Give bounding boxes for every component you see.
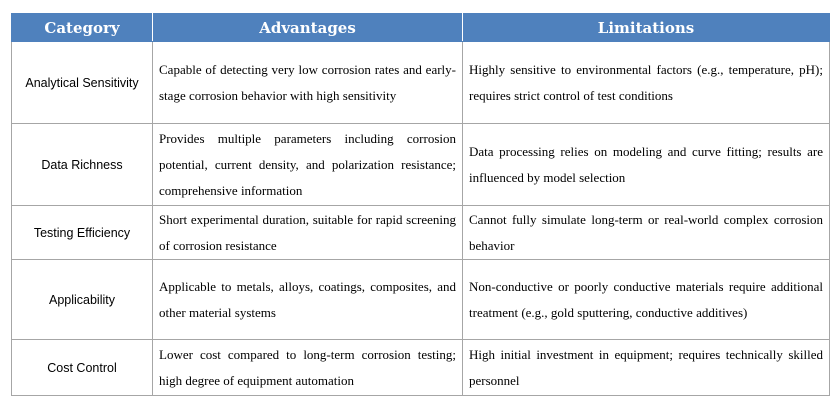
category-cell: Testing Efficiency	[12, 206, 153, 260]
table-row	[12, 124, 830, 206]
header-advantages: Advantages	[153, 14, 463, 42]
advantages-cell: Capable of detecting very low corrosion rates and early-stage corrosion behavior with high sensitivity	[153, 42, 463, 124]
header-category: Category	[12, 14, 153, 42]
limitations-cell: Cannot fully simulate long-term or real-world complex corrosion behavior	[463, 206, 830, 260]
limitations-cell: Data processing relies on modeling and curve fitting; results are influenced by model selection	[463, 124, 830, 206]
limitations-cell: Highly sensitive to environmental factors (e.g., temperature, pH); requires strict control of test conditions	[463, 42, 830, 124]
table-row	[12, 206, 830, 260]
limitations-cell: High initial investment in equipment; requires technically skilled personnel	[463, 340, 830, 396]
table-row	[12, 260, 830, 340]
advantages-cell: Lower cost compared to long-term corrosion testing; high degree of equipment automation	[153, 340, 463, 396]
table-header	[12, 14, 830, 42]
advantages-cell: Provides multiple parameters including corrosion potential, current density, and polarization resistance; comprehensive information	[153, 124, 463, 206]
advantages-cell: Applicable to metals, alloys, coatings, composites, and other material systems	[153, 260, 463, 340]
table-row	[12, 42, 830, 124]
comparison-table	[11, 13, 830, 396]
limitations-cell: Non-conductive or poorly conductive materials require additional treatment (e.g., gold sputtering, conductive additives)	[463, 260, 830, 340]
category-cell: Applicability	[12, 260, 153, 340]
category-cell: Data Richness	[12, 124, 153, 206]
header-limitations: Limitations	[463, 14, 830, 42]
category-cell: Cost Control	[12, 340, 153, 396]
comparison-table-container	[11, 13, 829, 396]
table-body	[12, 42, 830, 396]
table-row	[12, 340, 830, 396]
advantages-cell: Short experimental duration, suitable for rapid screening of corrosion resistance	[153, 206, 463, 260]
category-cell: Analytical Sensitivity	[12, 42, 153, 124]
header-row	[12, 14, 830, 42]
